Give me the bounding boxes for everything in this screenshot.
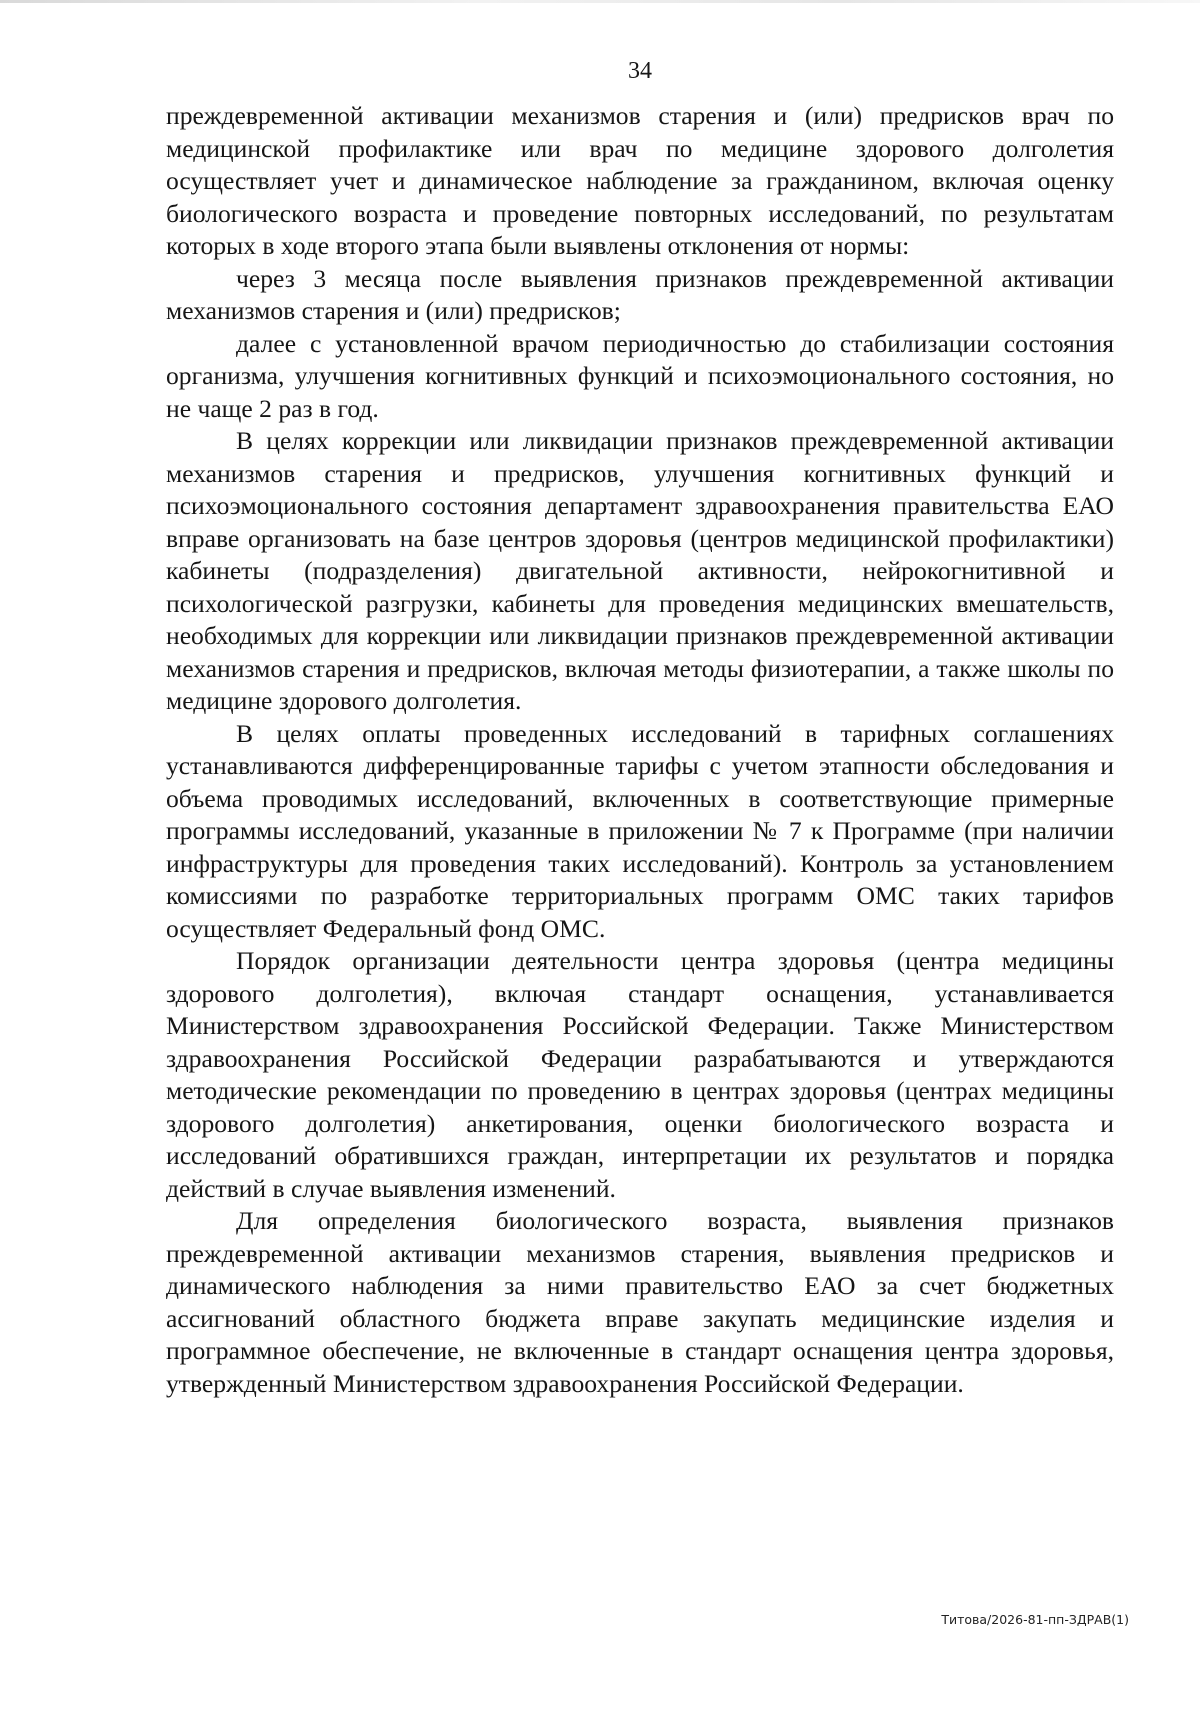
paragraph-biological-age: Для определения биологического возраста, выявления признаков преждевременной активации механизмов старения, выявления предрисков и динамического наблюдения за ними правительство ЕАО за счет бюджетных ассигнований областного бюджета вправе закупать медицинские изделия и программное обеспечение, не включенные в стандарт оснащения центра здоровья, утвержденный Министерством здравоохранения Российской Федерации. <box>166 1206 1114 1398</box>
page-number: 34 <box>628 58 652 84</box>
paragraph-correction-offices: В целях коррекции или ликвидации признаков преждевременной активации механизмов старения и предрисков, улучшения когнитивных функций и психоэмоционального состояния департамент здравоохранения правительства ЕАО вправе организовать на базе центров здоровья (центров медицинской профилактики) кабинеты (подразделения) двигательной активности, нейрокогнитивной и психологической разгрузки, кабинеты для проведения медицинских вмешательств, необходимых для коррекции или ликвидации признаков преждевременной активации механизмов старения и предрисков, включая методы физиотерапии, а также школы по медицине здорового долголетия. <box>166 426 1114 715</box>
paragraph-health-center-order: Порядок организации деятельности центра здоровья (центра медицины здорового долголетия), включая стандарт оснащения, устанавливается Министерством здравоохранения Российской Федерации. Также Министерством здравоохранения Российской Федерации разрабатываются и утверждаются методические рекомендации по проведению в центрах здоровья (центрах медицины здорового долголетия) анкетирования, оценки биологического возраста и исследований обратившихся граждан, интерпретации их результатов и порядка действий в случае выявления изменений. <box>166 946 1114 1203</box>
paragraph-tariffs: В целях оплаты проведенных исследований в тарифных соглашениях устанавливаются дифференцированные тарифы с учетом этапности обследования и объема проводимых исследований, включенных в соответствующие примерные программы исследований, указанные в приложении № 7 к Программе (при наличии инфраструктуры для проведения таких исследований). Контроль за установлением комиссиями по разработке территориальных программ ОМС таких тарифов осуществляет Федеральный фонд ОМС. <box>166 718 1114 943</box>
paragraph-continued: преждевременной активации механизмов старения и (или) предрисков врач по медицинской профилактике или врач по медицине здорового долголетия осуществляет учет и динамическое наблюдение за гражданином, включая оценку биологического возраста и проведение повторных исследований, по результатам которых в ходе второго этапа были выявлены отклонения от нормы: <box>166 101 1114 260</box>
paragraph-periodicity: далее с установленной врачом периодичностью до стабилизации состояния организма, улучшения когнитивных функций и психоэмоционального состояния, но не чаще 2 раз в год. <box>166 328 1114 423</box>
paragraph-three-months: через 3 месяца после выявления признаков преждевременной активации механизмов старения и (или) предрисков; <box>166 263 1114 325</box>
document-body <box>166 100 1114 1400</box>
scan-edge <box>0 0 1200 3</box>
footer-document-code: Титова/2026-81-пп-ЗДРАВ(1) <box>941 1612 1129 1627</box>
